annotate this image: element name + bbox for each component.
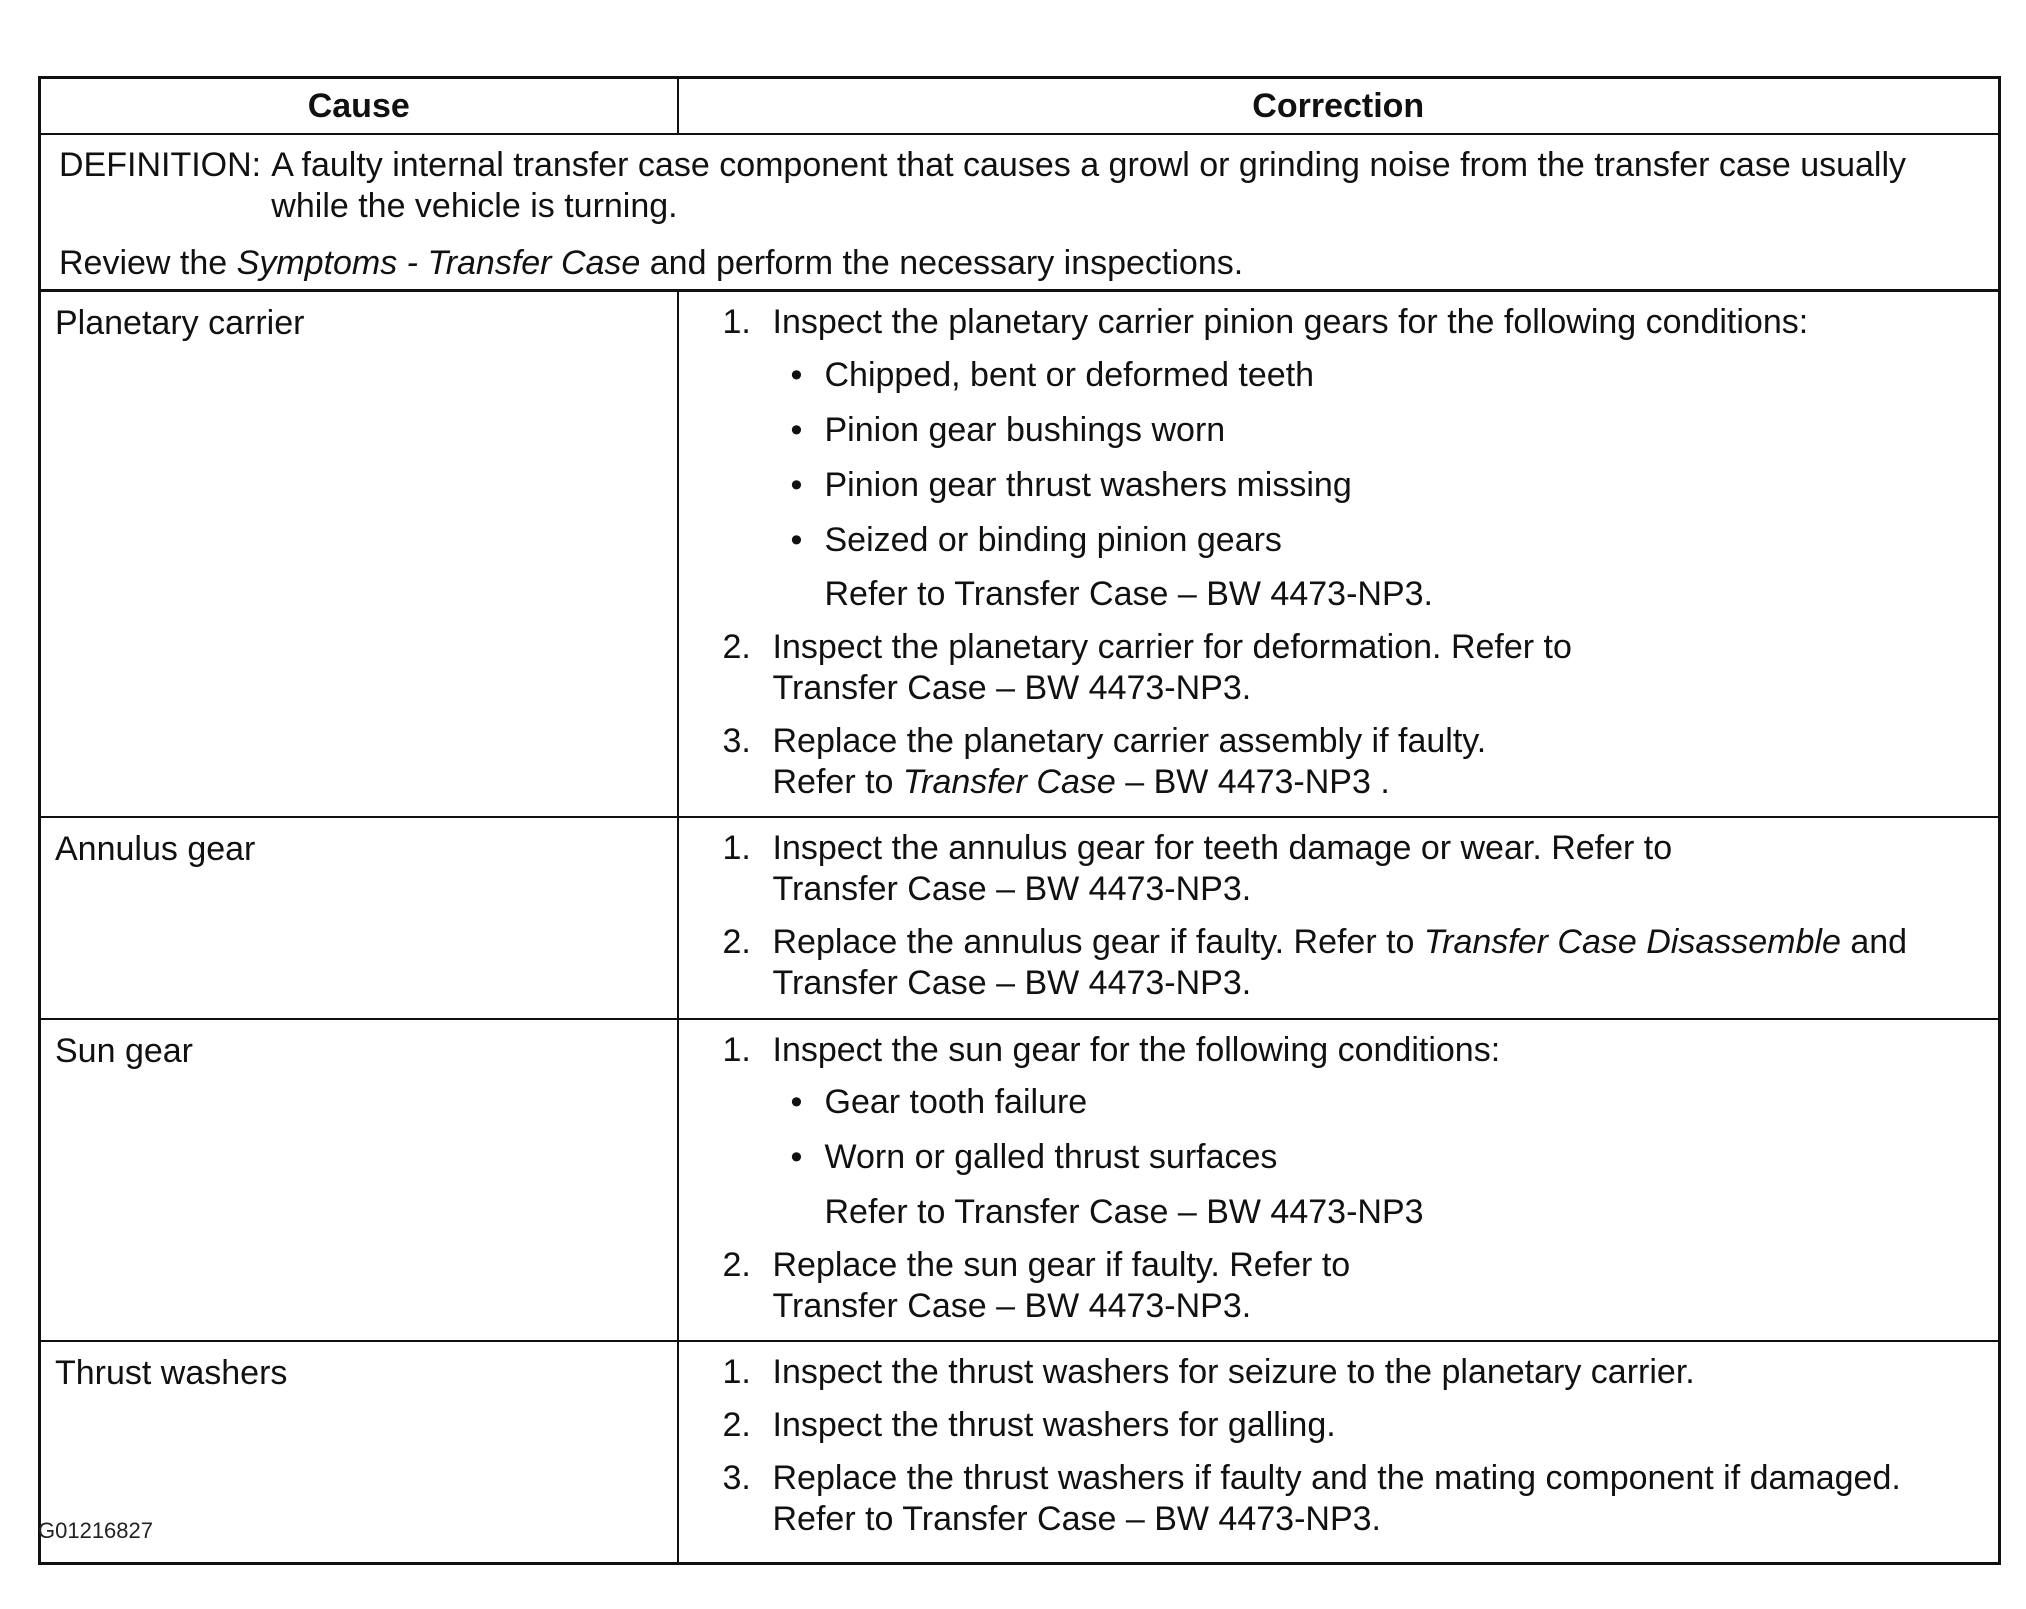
step-text-continued: Refer to Transfer Case – BW 4473-NP3. [772,1499,1381,1538]
ref-prefix: Refer to [772,762,903,801]
step-body [773,1458,1985,1540]
review-before: Review the [59,243,237,282]
list-item: • Worn or galled thrust surfaces [773,1137,1985,1178]
diagnostic-table [38,76,2001,1565]
step-number: 2. [722,1245,751,1284]
step-text-continued: Transfer Case – BW 4473-NP3. [772,870,1252,909]
step [723,302,1985,615]
step-reference: Refer to Transfer Case – BW 4473-NP3. [824,575,1433,614]
step-text: Inspect the planetary carrier for deformation. Refer to [772,628,1572,667]
cause-cell: Sun gear [40,1019,678,1342]
step-body [773,1030,1985,1233]
correction-cell [678,817,2000,1018]
review-after: and perform the necessary inspections. [640,243,1244,282]
step-number: 1. [722,829,751,868]
definition [59,145,1980,227]
definition-label: DEFINITION: [59,146,262,184]
steps-list [723,1030,1985,1327]
step-prefix: Replace the annulus gear if faulty. Refer to [772,922,1424,961]
step-number: 3. [722,1458,751,1497]
steps-list [723,1352,1985,1539]
step-body [773,627,1985,709]
step-text: Inspect the planetary carrier pinion gears for the following conditions: [772,303,1809,342]
definition-row [40,134,2000,291]
cause-cell: Planetary carrier [40,291,678,818]
list-item: • Pinion gear thrust washers missing [773,465,1985,506]
step-reference: Refer to Transfer Case – BW 4473-NP3 [824,1192,1424,1231]
table-row [40,817,2000,1018]
step-number: 1. [722,303,751,342]
step-body [773,721,1985,803]
step-text: Inspect the thrust washers for seizure to the planetary carrier. [772,1353,1695,1392]
table-row [40,1341,2000,1564]
step [723,1352,1985,1393]
step-text [773,922,1985,963]
correction-cell [678,1341,2000,1564]
correction-cell [678,291,2000,818]
step-text: Inspect the annulus gear for teeth damage or wear. Refer to [772,829,1673,868]
condition-list [773,355,1985,560]
figure-id: G01216827 [38,1518,153,1543]
step-text-continued: Transfer Case – BW 4473-NP3. [772,1286,1252,1325]
correction-header: Correction [678,78,2000,135]
step [723,828,1985,910]
step-body [773,1245,1985,1327]
step-number: 2. [722,1406,751,1445]
header-row [40,78,2000,135]
definition-text: A faulty internal transfer case component that causes a growl or grinding noise from the transfer case usually while the vehicle is turning. [271,146,1907,225]
definition-cell [40,134,2000,291]
condition-list [773,1082,1985,1178]
step-body [773,1405,1985,1446]
step-italic: Transfer Case Disassemble [1423,922,1841,961]
step-number: 2. [722,922,751,961]
step-text: Replace the planetary carrier assembly if faulty. [772,721,1487,760]
step-text: Replace the sun gear if faulty. Refer to [772,1245,1351,1284]
ref-italic: Transfer Case [902,762,1116,801]
step-text: Replace the thrust washers if faulty and the mating component if damaged. [772,1458,1901,1497]
step-body [773,1352,1985,1393]
step-number: 3. [722,721,751,760]
step-text-continued: Transfer Case – BW 4473-NP3. [772,668,1252,707]
step-number: 1. [722,1353,751,1392]
step-number: 1. [722,1030,751,1069]
step-text: Inspect the thrust washers for galling. [772,1406,1336,1445]
step-text-continued: Transfer Case – BW 4473-NP3. [772,963,1252,1002]
steps-list [723,828,1985,1003]
step [723,1245,1985,1327]
step [723,922,1985,1004]
step [723,1458,1985,1540]
step-number: 2. [722,628,751,667]
step [723,721,1985,803]
step [723,1405,1985,1446]
step-text-continued [773,762,1985,803]
ref-suffix: – BW 4473-NP3 . [1115,762,1390,801]
review-note [59,243,1980,284]
list-item: • Seized or binding pinion gears [773,520,1985,561]
step [723,1030,1985,1233]
list-item: • Chipped, bent or deformed teeth [773,355,1985,396]
cause-cell: Thrust washers [40,1341,678,1564]
steps-list [723,302,1985,802]
table-row [40,291,2000,818]
step-body [773,922,1985,1004]
step-body [773,828,1985,910]
step-body [773,302,1985,615]
correction-cell [678,1019,2000,1342]
list-item: • Pinion gear bushings worn [773,410,1985,451]
table-row [40,1019,2000,1342]
cause-header: Cause [40,78,678,135]
review-link: Symptoms - Transfer Case [236,243,641,282]
step [723,627,1985,709]
list-item: • Gear tooth failure [773,1082,1985,1123]
step-text: Inspect the sun gear for the following conditions: [772,1030,1501,1069]
step-suffix: and [1840,922,1908,961]
cause-cell: Annulus gear [40,817,678,1018]
document [38,76,1998,1565]
